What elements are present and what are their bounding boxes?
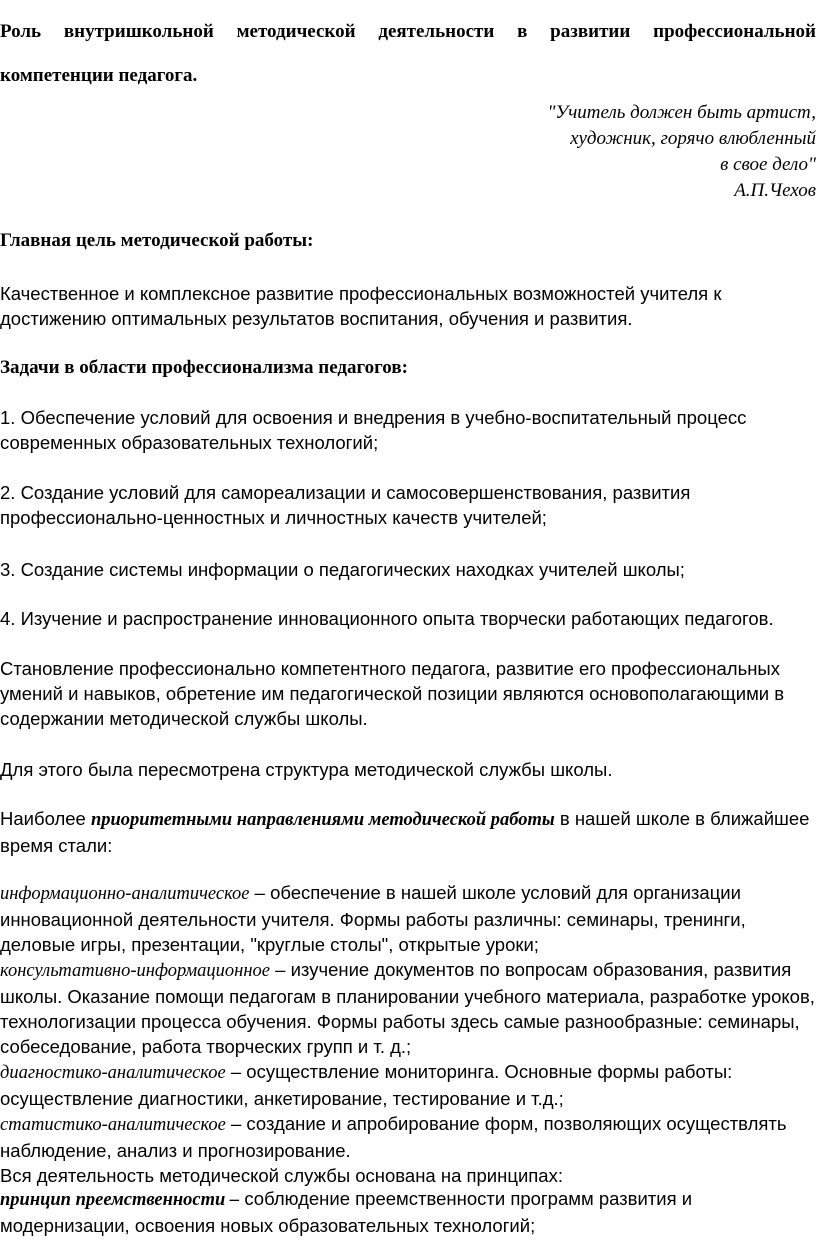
priority-emphasis: приоритетными направлениями методической работы [90,810,555,830]
tasks-heading: Задачи в области профессионализма педагогов: [0,357,408,378]
task-item-3: 3. Создание системы информации о педагогических находках учителей школы; [0,559,685,580]
direction-term: информационно-аналитическое [0,884,250,904]
principle-term: принцип преемственности – [0,1190,240,1210]
task-item-4: 4. Изучение и распространение инновационного опыта творчески работающих педагогов. [0,608,774,629]
main-goal-text: Качественное и комплексное развитие профессиональных возможностей учителя к достижению оптимальных результатов воспитания, обучения и развития. [0,283,722,329]
epigraph-line: "Учитель должен быть артист, [547,102,816,123]
principle-paragraph [0,1186,816,1238]
direction-text: – обеспечение в нашей школе условий для организации инновационной деятельности учителя. Формы работы различны: семинары, тренинги, деловые игры, презентации, "круглые столы", открытые уроки; [0,882,746,955]
direction-item [0,1059,816,1111]
direction-text: – изучение документов по вопросам образования, развития школы. Оказание помощи педагогам в планировании учебного материала, разработке уроков, технологизации процесса обучения. Формы работы здесь самые разнообразные: семинары, собеседование, работа творческих групп и т. д.; [0,959,815,1057]
direction-term: диагностико-аналитическое [0,1063,226,1083]
direction-item [0,880,816,957]
directions-list [0,880,816,1188]
structure-paragraph: Для этого была пересмотрена структура методической службы школы. [0,759,613,780]
epigraph-author: А.П.Чехов [734,180,816,201]
priority-lead: Наиболее [0,808,91,829]
epigraph-line: в свое дело" [720,154,816,175]
epigraph-line: художник, горячо влюбленный [570,128,816,149]
document-title: Роль внутришкольной методической деятельности в развитии профессиональной компетенции педагога. [0,21,816,86]
direction-term: консультативно-информационное [0,961,271,981]
priority-tail: в нашей школе в ближайшее время стали: [0,808,810,856]
direction-item [0,1111,816,1163]
formation-paragraph: Становление профессионально компетентного педагога, развитие его профессиональных умений и навыков, обретение им педагогической позиции являются основополагающими в содержании методической службы школы. [0,658,785,729]
task-item-2: 2. Создание условий для самореализации и самосовершенствования, развития профессионально-ценностных и личностных качеств учителей; [0,482,691,528]
epigraph-quote [396,100,816,204]
direction-term: статистико-аналитическое [0,1115,226,1135]
direction-text: – создание и апробирование форм, позволяющих осуществлять наблюдение, анализ и прогнозирование. [0,1113,787,1161]
principle-text: соблюдение преемственности программ развития и модернизации, освоения новых образовательных технологий; [0,1188,693,1236]
principles-intro: Вся деятельность методической службы основана на принципах: [0,1165,563,1186]
main-goal-heading: Главная цель методической работы: [0,230,314,251]
direction-item [0,957,816,1059]
task-item-1: 1. Обеспечение условий для освоения и внедрения в учебно-воспитательный процесс современных образовательных технологий; [0,407,747,453]
priority-paragraph [0,806,816,858]
direction-text: – осуществление мониторинга. Основные формы работы: осуществление диагностики, анкетирование, тестирование и т.д.; [0,1061,733,1109]
